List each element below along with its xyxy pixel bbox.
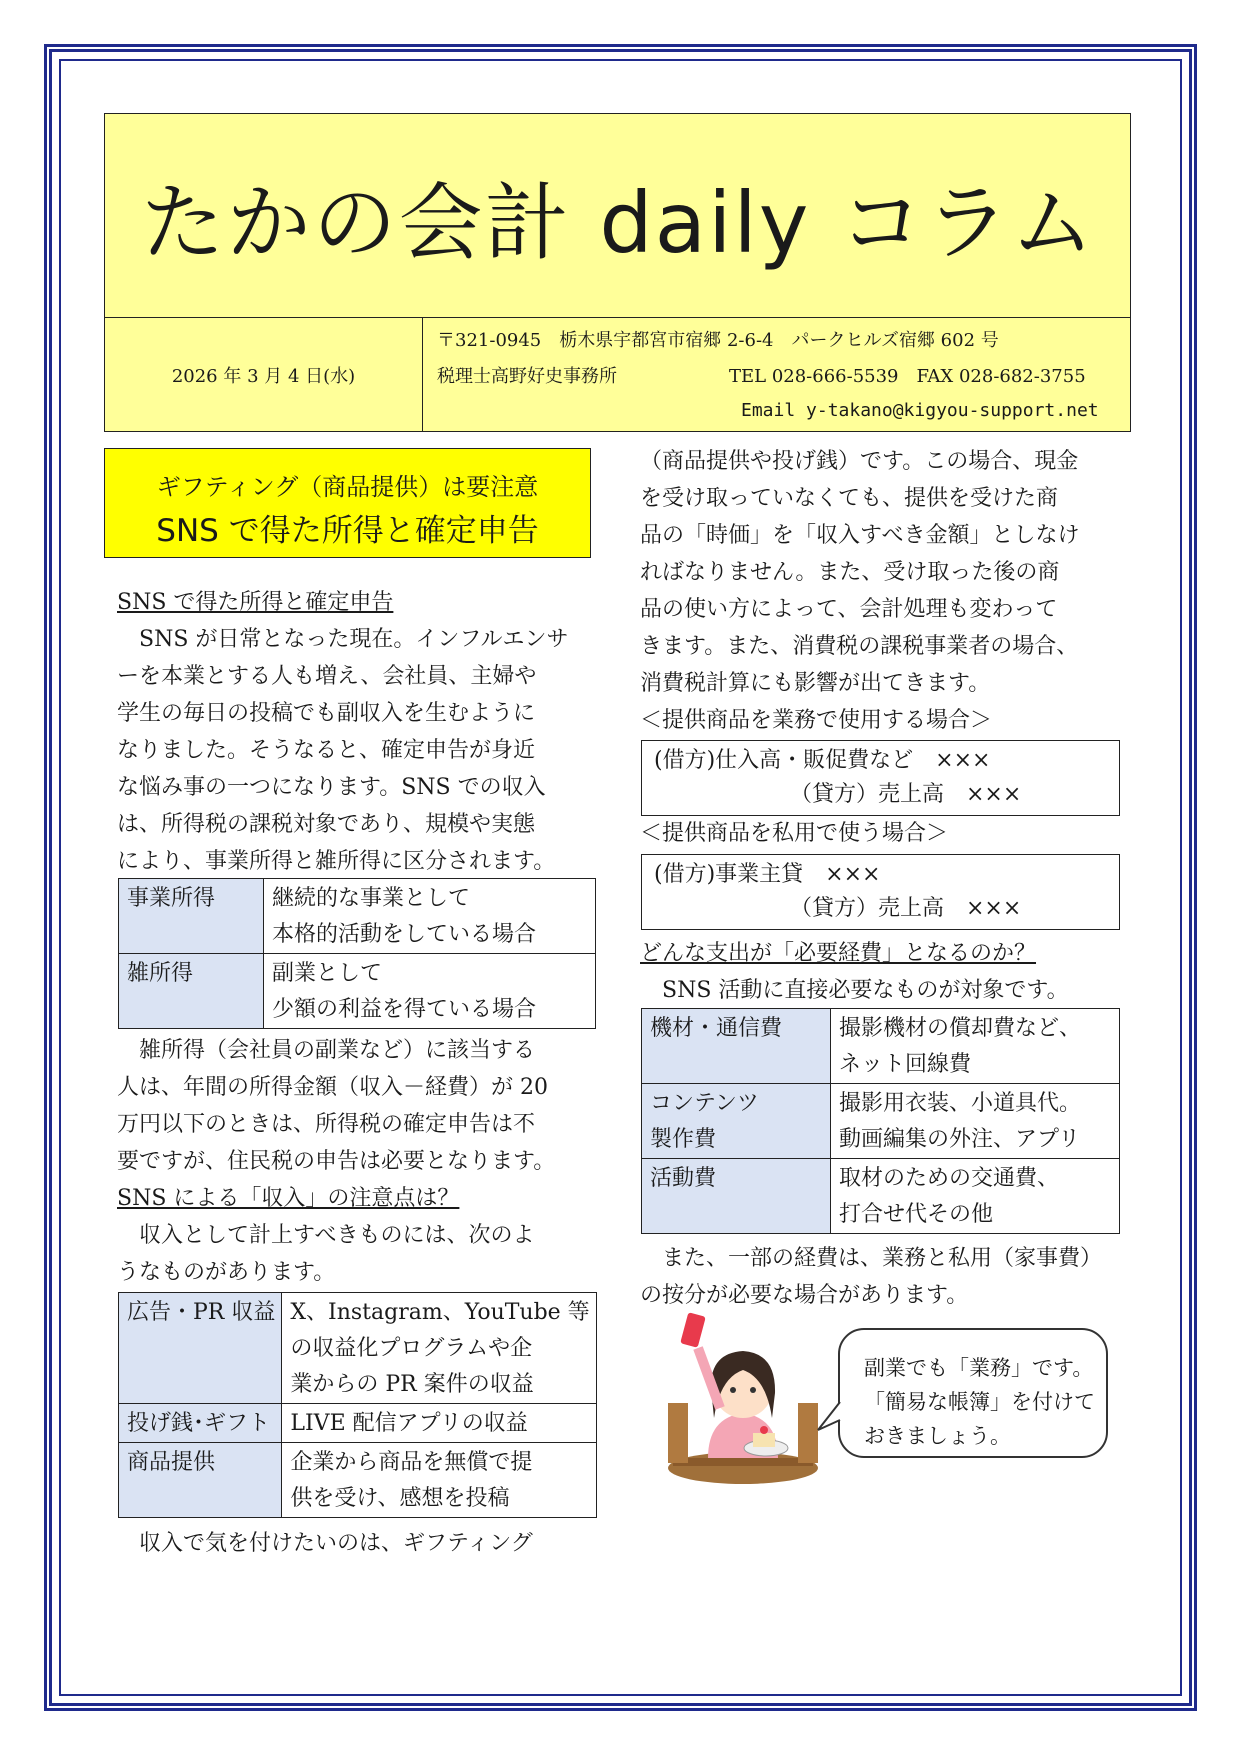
table-row: 機材・通信費 撮影機材の償却費など、 ネット回線費 xyxy=(642,1009,1120,1084)
section-heading: どんな支出が「必要経費」となるのか？ xyxy=(640,941,1037,966)
case-heading-business: ＜提供商品を業務で使用する場合＞ xyxy=(640,708,993,733)
table-row: 活動費 取材のための交通費、 打合せ代その他 xyxy=(642,1159,1120,1234)
table-row: 雑所得 副業として 少額の利益を得ている場合 xyxy=(119,954,596,1029)
paragraph-misc-income: 雑所得（会社員の副業など）に該当する 人は、年間の所得金額（収入－経費）が 20 万円以下のときは、所得税の確定申告は不 要ですが、住民税の申告は必要となります。 xyxy=(117,1038,556,1174)
office-email[interactable]: Email y-takano@kigyou-support.net xyxy=(741,400,1099,421)
paragraph-gifting: 収入で気を付けたいのは、ギフティング xyxy=(117,1531,533,1556)
office-address: 〒321-0945 栃木県宇都宮市宿郷 2-6-4 パークヒルズ宿郷 602 号 xyxy=(437,330,999,351)
table-row: コンテンツ 製作費 撮影用衣装、小道具代。 動画編集の外注、アプリ xyxy=(642,1084,1120,1159)
office-name: 税理士高野好史事務所 xyxy=(437,366,617,387)
newsletter-title: たかの会計 daily コラム xyxy=(140,174,1097,272)
table-row: 事業所得 継続的な事業として 本格的活動をしている場合 xyxy=(119,879,596,954)
header-title-box xyxy=(104,113,1131,318)
table-row: 商品提供 企業から商品を無償で提 供を受け、感想を投稿 xyxy=(119,1443,597,1518)
paragraph-revenue: 収入として計上すべきものには、次のよ うなものがあります。 xyxy=(117,1223,535,1285)
paragraph-gifting-cont: （商品提供や投げ銭）です。この場合、現金 を受け取っていなくても、提供を受けた商 品の「時価」を「収入すべき金額」としなけ ればなりません。また、受け取った後の商 品の使い方によって、会計処理も変わって きます。また、消費税の課税事業者の場合、 消費税計算にも影響が出てきます。 xyxy=(640,449,1080,696)
paragraph-expenses: SNS 活動に直接必要なものが対象です。 xyxy=(640,978,1069,1003)
speech-bubble: 副業でも「業務」です。 「簡易な帳簿」を付けて おきましょう。 xyxy=(838,1328,1108,1458)
table-row: 広告・PR 収益 X、Instagram、YouTube 等 の収益化プログラムや企 業からの PR 案件の収益 xyxy=(119,1293,597,1404)
article-headline xyxy=(104,448,591,558)
case-heading-private: ＜提供商品を私用で使う場合＞ xyxy=(640,821,949,846)
section-heading: SNS で得た所得と確定申告 xyxy=(117,590,394,615)
revenue-type-table xyxy=(118,1292,597,1518)
expense-table xyxy=(641,1008,1120,1234)
income-category-table xyxy=(118,878,596,1029)
girl-taking-selfie-illustration xyxy=(648,1308,828,1488)
section-heading: SNS による「収入」の注意点は？ xyxy=(117,1186,460,1211)
journal-entry-business: (借方)仕入高・販促費など ××× （貸方）売上高 ××× xyxy=(641,740,1120,816)
speech-bubble-tail xyxy=(816,1400,842,1440)
headline-title: SNS で得た所得と確定申告 xyxy=(156,513,539,549)
paragraph-intro: SNS が日常となった現在。インフルエンサ ーを本業とする人も増え、会社員、主婦や 学生の毎日の投稿でも副収入を生むように なりました。そうなると、確定申告が身近 な悩み事の一つになります。SNS での収入 は、所得税の課税対象であり、規模や実態 により、事業所得と雑所得に区分されます。 xyxy=(117,627,569,874)
paragraph-apportion: また、一部の経費は、業務と私用（家事費） の按分が必要な場合があります。 xyxy=(640,1246,1103,1308)
office-phone: TEL 028-666-5539 FAX 028-682-3755 xyxy=(729,366,1086,387)
headline-subtitle: ギフティング（商品提供）は要注意 xyxy=(156,473,539,501)
table-row: 投げ銭･ギフト LIVE 配信アプリの収益 xyxy=(119,1404,597,1443)
issue-date: 2026 年 3 月 4 日(水) xyxy=(105,318,423,432)
header-info-box xyxy=(104,318,1131,432)
journal-entry-private: (借方)事業主貸 ××× （貸方）売上高 ××× xyxy=(641,854,1120,930)
